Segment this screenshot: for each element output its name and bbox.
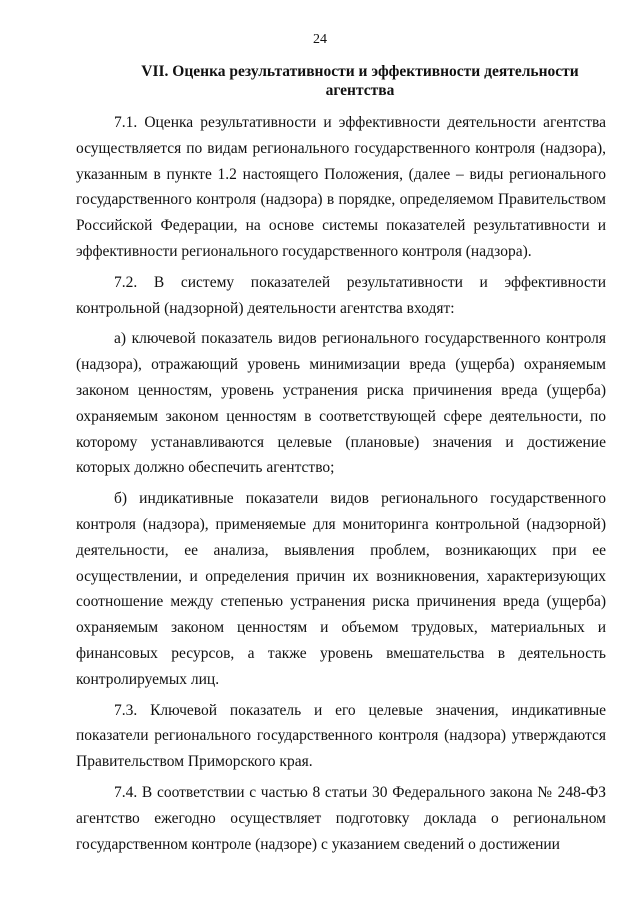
section-heading: VII. Оценка результативности и эффективности деятельности агентства [141,63,579,99]
paragraph-7-2: 7.2. В систему показателей результативности и эффективности контрольной (надзорной) деятельности агентства входят: [76,273,606,317]
document-body [76,110,606,857]
page-number: 24 [313,32,327,47]
paragraph-7-1: 7.1. Оценка результативности и эффективности деятельности агентства осуществляется по видам регионального государственного контроля (надзора), указанным в пункте 1.2 настоящего Положения, (далее – виды регионального государственного контроля (надзора) в порядке, определяемом Правительством Российской Федерации, на основе системы показателей результативности и эффективности регионального государственного контроля (надзора). [76,114,606,260]
paragraph-7-4: 7.4. В соответствии с частью 8 статьи 30 Федерального закона № 248-ФЗ агентство ежегодно осуществляет подготовку доклада о региональном государственном контроле (надзоре) с указанием сведений о достижении [76,783,606,853]
paragraph-7-3: 7.3. Ключевой показатель и его целевые значения, индикативные показатели регионального государственного контроля (надзора) утверждаются Правительством Приморского края. [76,701,606,771]
paragraph-7-2-b: б) индикативные показатели видов регионального государственного контроля (надзора), применяемые для мониторинга контрольной (надзорной) деятельности, ее анализа, выявления проблем, возникающих при ее осуществлении, и определения причин их возникновения, характеризующих соотношение между степенью устранения риска причинения вреда (ущерба) охраняемым законом ценностям и объемом трудовых, материальных и финансовых ресурсов, а также уровень вмешательства в деятельность контролируемых лиц. [76,490,606,688]
paragraph-7-2-a: а) ключевой показатель видов регионального государственного контроля (надзора), отражающий уровень минимизации вреда (ущерба) охраняемым законом ценностям, уровень устранения риска причинения вреда (ущерба) охраняемым законом ценностям в соответствующей сфере деятельности, по которому устанавливаются целевые (плановые) значения и достижение которых должно обеспечить агентство; [76,330,606,477]
